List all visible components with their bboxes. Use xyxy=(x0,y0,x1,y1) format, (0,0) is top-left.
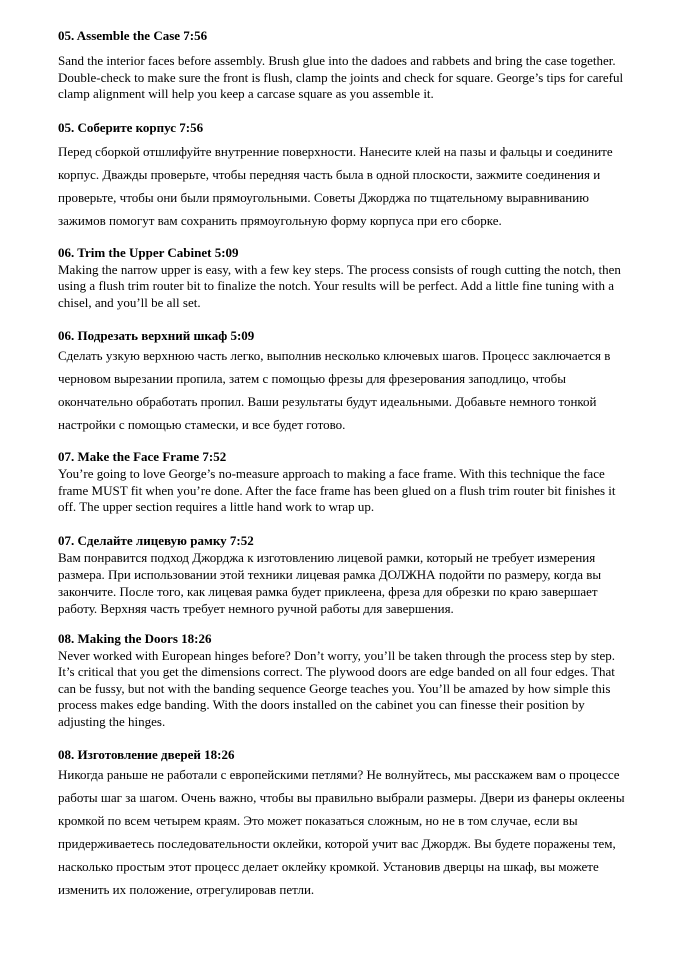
section-heading: 06. Подрезать верхний шкаф 5:09 xyxy=(58,328,255,343)
section-doors-ru xyxy=(58,746,628,901)
section-heading: 08. Making the Doors 18:26 xyxy=(58,630,212,646)
section-body: Вам понравится подход Джорджа к изготовлению лицевой рамки, который не требует измерения размера. При использовании этой техники лицевая рамка ДОЛЖНА подойти по размеру, когда вы закончите. После того, как лицевая рамка будет приклеена, фреза для обрезки по краю завершает работу. Верхняя часть требует немного ручной работы для завершения. xyxy=(58,549,602,616)
section-face-frame-ru xyxy=(58,532,628,617)
section-heading: 05. Assemble the Case 7:56 xyxy=(58,28,208,43)
section-body: Сделать узкую верхнюю часть легко, выполнив несколько ключевых шагов. Процесс заключается в черновом вырезании пропила, затем с помощью фрезы для фрезерования заподлицо, чтобы окончательно обработать пропил. Ваши результаты будут идеальными. Добавьте немного тонкой настройки с помощью стамески, и все будет готово. xyxy=(58,348,611,432)
section-face-frame-en xyxy=(58,448,628,516)
section-heading: 08. Изготовление дверей 18:26 xyxy=(58,747,235,762)
section-heading: 07. Сделайте лицевую рамку 7:52 xyxy=(58,532,254,548)
section-assemble-case-en xyxy=(58,27,628,103)
section-body: Никогда раньше не работали с европейскими петлями? Не волнуйтесь, мы расскажем вам о процессе работы шаг за шагом. Очень важно, чтобы вы правильно выбрали размеры. Двери из фанеры оклеены кромкой по всем четырем краям. Это может показаться сложным, но не в том случае, если вы придерживаетесь последовательности оклейки, которой учит вас Джордж. Вы будете поражены тем, насколько простым этот процесс делает оклейку кромкой. Установив дверцы на шкаф, вы можете изменить их положение, отрегулировав петли. xyxy=(58,767,625,897)
section-body: Never worked with European hinges before? Don’t worry, you’ll be taken through the process step by step. It’s critical that you get the dimensions correct. The plywood doors are edge banded on all four edges. That can be fussy, but not with the banding sequence George teaches you. You’ll be amazed by how simple this process makes edge banding. With the doors installed on the cabinet you can finesse their position by adjusting the hinges. xyxy=(58,647,616,729)
section-trim-upper-en xyxy=(58,244,628,312)
section-trim-upper-ru xyxy=(58,327,628,436)
section-body: You’re going to love George’s no-measure approach to making a face frame. With this technique the face frame MUST fit when you’re done. After the face frame has been glued on a flush trim router bit finishes it off. The upper section requires a little hand work to wrap up. xyxy=(58,466,616,514)
section-doors-en xyxy=(58,630,628,731)
document-page xyxy=(58,27,628,901)
section-heading: 06. Trim the Upper Cabinet 5:09 xyxy=(58,244,239,260)
section-body: Making the narrow upper is easy, with a few key steps. The process consists of rough cutting the notch, then using a flush trim router bit to finalize the notch. Your results will be perfect. Add a little fine tuning with a chisel, and you’ll be all set. xyxy=(58,261,621,310)
section-heading: 05. Соберите корпус 7:56 xyxy=(58,119,204,135)
section-body: Sand the interior faces before assembly. Brush glue into the dadoes and rabbets and bring the case together. Double-check to make sure the front is flush, clamp the joints and check for square. George’s tips for careful clamp alignment will help you keep a carcase square as you assemble it. xyxy=(58,53,624,101)
section-body: Перед сборкой отшлифуйте внутренние поверхности. Нанесите клей на пазы и фальцы и соедините корпус. Дважды проверьте, чтобы передняя часть была в одной плоскости, зажмите соединения и проверьте, чтобы они были прямоугольными. Советы Джорджа по тщательному выравниванию зажимов помогут вам сохранить прямоугольную форму корпуса при его сборке. xyxy=(58,143,613,228)
section-assemble-case-ru xyxy=(58,119,628,232)
section-heading: 07. Make the Face Frame 7:52 xyxy=(58,449,227,464)
